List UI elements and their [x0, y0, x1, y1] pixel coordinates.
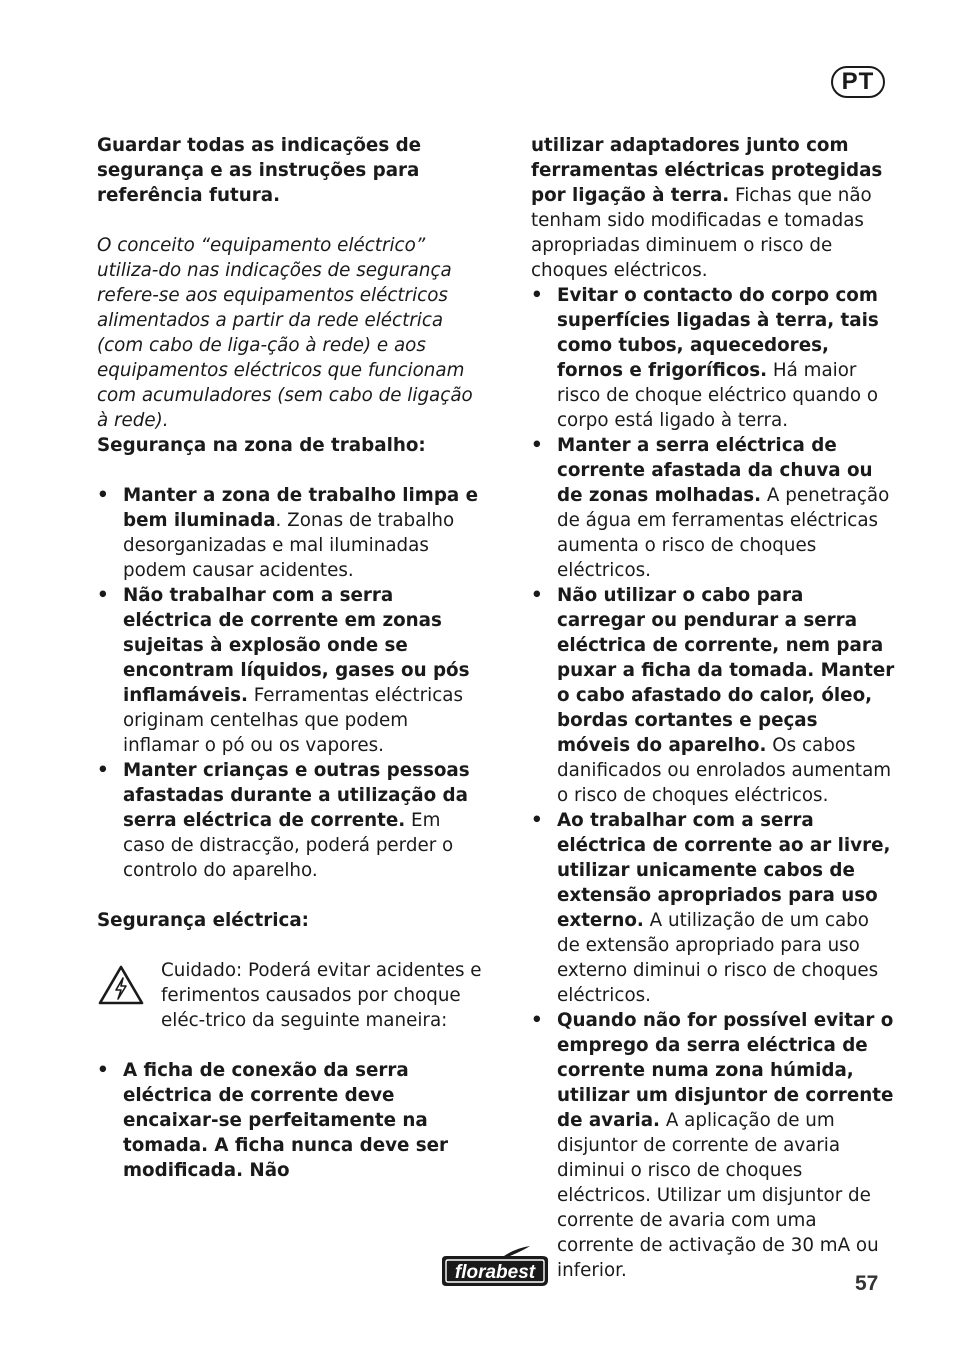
list-item: • Ao trabalhar com a serra eléctrica de corrente ao ar livre, utilizar unicamente cabos de extensão apropriados para uso externo. A utilização de um cabo de extensão apropriado para uso externo diminui o risco de choques eléctricos.	[531, 810, 891, 1006]
svg-text:florabest: florabest	[454, 1262, 536, 1283]
continued-item: utilizar adaptadores junto com ferramentas eléctricas protegidas por ligação à terra. Fichas que não tenham sido modificadas e tomadas apropriadas diminuem o risco de choques eléctricos.	[531, 135, 883, 281]
plug-list	[97, 1058, 487, 1183]
electric-hazard-icon	[97, 964, 145, 1006]
list-item: • Evitar o contacto do corpo com superfícies ligadas à terra, tais como tubos, aquecedores, fornos e frigoríficos. Há maior risco de choque eléctrico quando o corpo está ligado à terra.	[531, 285, 879, 431]
left-column	[97, 133, 487, 1183]
work-area-list	[97, 483, 487, 883]
electrical-list	[531, 283, 896, 1283]
list-item: • Não trabalhar com a serra eléctrica de corrente em zonas sujeitas à explosão onde se encontram líquidos, gases ou pós inflamáveis. Ferramentas eléctricas originam centelhas que podem inflamar o pó ou os vapores.	[97, 585, 470, 756]
intro-notice: Guardar todas as indicações de segurança e as instruções para referência futura.	[97, 135, 422, 206]
warning-note: Cuidado: Poderá evitar acidentes e ferimentos causados por choque eléc-trico da seguinte maneira:	[97, 958, 487, 1033]
language-badge: PT	[831, 66, 885, 98]
list-item: • Manter crianças e outras pessoas afastadas durante a utilização da serra eléctrica de corrente. Em caso de distracção, poderá perder o controlo do aparelho.	[97, 760, 470, 881]
list-item: • Manter a serra eléctrica de corrente afastada da chuva ou de zonas molhadas. A penetração de água em ferramentas eléctricas aumenta o risco de choques eléctricos.	[531, 435, 890, 581]
list-item: • A ficha de conexão da serra eléctrica de corrente deve encaixar-se perfeitamente na tomada. A ficha nunca deve ser modificada. Não	[97, 1060, 449, 1181]
florabest-logo	[438, 1244, 552, 1290]
list-item: • Quando não for possível evitar o emprego da serra eléctrica de corrente numa zona húmida, utilizar um disjuntor de corrente de avaria. A aplicação de um disjuntor de corrente de avaria diminui o risco de choques eléctricos. Utilizar um disjuntor de corrente de avaria com uma corrente de activação de 30 mA ou inferior.	[531, 1010, 894, 1281]
concept-definition: O conceito “equipamento eléctrico” utiliza-do nas indicações de segurança refere-se aos equipamentos eléctricos alimentados a partir da rede eléctrica (com cabo de liga-ção à rede) e aos equipamentos eléctricos que funcionam com acumuladores (sem cabo de ligação à rede).	[97, 235, 473, 431]
list-item: • Não utilizar o cabo para carregar ou pendurar a serra eléctrica de corrente, nem para puxar a ficha da tomada. Manter o cabo afastado do calor, óleo, bordas cortantes e peças móveis do aparelho. Os cabos danificados ou enrolados aumentam o risco de choques eléctricos.	[531, 585, 895, 806]
right-column	[531, 133, 896, 1283]
list-item: • Manter a zona de trabalho limpa e bem iluminada. Zonas de trabalho desorganizadas e mal iluminadas podem causar acidentes.	[97, 485, 479, 581]
work-area-heading: Segurança na zona de trabalho:	[97, 435, 426, 456]
page-number: 57	[855, 1272, 879, 1295]
electrical-heading: Segurança eléctrica:	[97, 910, 309, 931]
